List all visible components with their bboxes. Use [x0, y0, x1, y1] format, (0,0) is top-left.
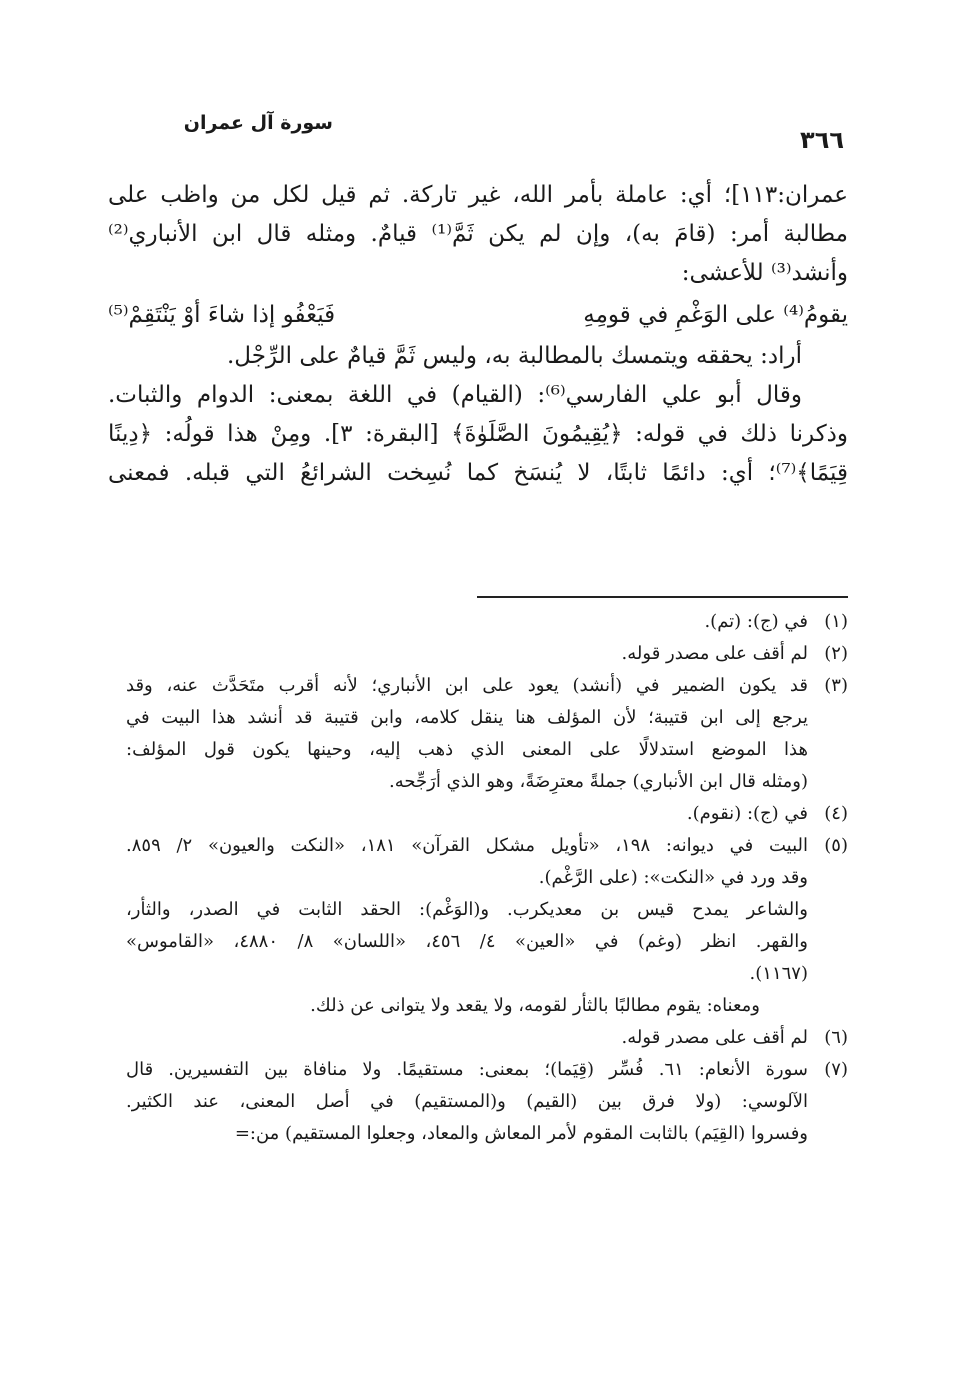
poem-verse [108, 293, 848, 337]
footnote-line: لم أقف على مصدر قوله. [621, 643, 808, 664]
footnote-number: (٥) [824, 835, 848, 856]
footnote-line: الآلوسي: (ولا فرق بين (القيم) و(المستقيم) في أصل المعنى، عند الكثير. [126, 1091, 808, 1112]
footnote-line: يرجع إلى ابن قتيبة؛ لأن المؤلف هنا ينقل كلامه، وابن قتيبة قد أنشد هذا البيت في [126, 707, 808, 728]
footnote-line: والقهر. انظر (وغم) في «العين» ٤/ ٤٥٦، «اللسان» ٨/ ٤٨٨٠، «القاموس» [126, 931, 808, 952]
main-text [108, 176, 848, 493]
footnote-number: (٤) [824, 803, 848, 824]
footnote-number: (٧) [824, 1059, 848, 1080]
footnote [126, 798, 848, 830]
poem-second-hemistich: فَيَعْفُو إذا شاءَ أوْ يَنْتَقِمْ⁽⁵⁾ [108, 302, 336, 328]
text-line: قِيَمًا﴾⁽⁷⁾؛ أي: دائمًا ثابتًا، لا يُنسَخ كما نُسِخت الشرائعُ التي قبله. فمعنى [108, 460, 848, 486]
footnote-line: هذا الموضع استدلالًا على المعنى الذي ذهب إليه، وحينها يكون قول المؤلف: [126, 739, 808, 760]
text-line: أراد: يحققه ويتمسك بالمطالبة به، وليس ثَمَّ قيامٌ على الرِّجْل. [226, 343, 802, 369]
footnote-separator [477, 596, 848, 598]
footnote-line: والشاعر يمدح قيس بن معديكرب. و(الوَغْم): الحقد الثابت في الصدر، والثأر، [126, 899, 808, 920]
footnote-line: لم أقف على مصدر قوله. [621, 1027, 808, 1048]
poem-first-hemistich: يقومُ⁽⁴⁾ على الوَغْمِ في قومِهِ [583, 302, 848, 328]
footnote-line: في (ج): (تم). [704, 611, 808, 632]
footnote-line: قد يكون الضمير في (أنشد) يعود على ابن الأنباري؛ لأنه أقرب متَحَدَّث عنه، وقد [126, 675, 808, 696]
footnote [126, 1054, 848, 1150]
footnote-number: (٢) [824, 643, 848, 664]
footnote-line: (ومثله قال ابن الأنباري) جملةً معترِضَةً، وهو الذي أرَجِّحه. [389, 771, 808, 792]
footnote [126, 1022, 848, 1054]
footnote-number: (٦) [824, 1027, 848, 1048]
footnote-line: وقد ورد في «النكت»: (على الرَّغْم). [538, 867, 808, 888]
footnote [126, 670, 848, 798]
footnote [126, 830, 848, 1022]
footnote-number: (٣) [824, 675, 848, 696]
footnote-number: (١) [824, 611, 848, 632]
page-number: ٣٦٦ [800, 126, 844, 154]
text-line: مطالبة أمر: (قامَ به)، وإن لم يكن ثَمَّ⁽¹⁾ قيامٌ. ومثله قال ابن الأنباري⁽²⁾ [108, 221, 848, 247]
text-line: وذكرنا ذلك في قوله: ﴿يُقِيمُونَ الصَّلَوٰةَ﴾ [البقرة: ٣]. ومِنْ هذا قولُه: ﴿دِينًا [108, 421, 848, 447]
text-line: وأنشد⁽³⁾ للأعشى: [681, 260, 848, 286]
footnote-line: وفسروا (القِيَم) بالثابت المقوم لأمر المعاش والمعاد، وجعلوا المستقيم) من:= [234, 1123, 808, 1144]
footnote-line: سورة الأنعام: ٦١. فُسِّر (قِيَما)؛ بمعنى: مستقيمًا. ولا منافاة بين التفسيرين. قال [126, 1059, 808, 1080]
text-line: عمران:١١٣]؛ أي: عاملة بأمر الله، غير تاركة. ثم قيل لكل من واظب على [108, 182, 848, 208]
footnotes [126, 606, 848, 1150]
footnote-line: ومعناه: يقوم مطالبًا بالثأر لقومه، ولا يقعد ولا يتوانى عن ذلك. [310, 995, 760, 1016]
footnote-line: (١١٦٧). [749, 963, 808, 984]
text-line: وقال أبو علي الفارسي⁽⁶⁾: (القيام) في اللغة بمعنى: الدوام والثبات. [108, 382, 802, 408]
footnote-line: في (ج): (نقوم). [686, 803, 808, 824]
footnote [126, 638, 848, 670]
running-header-title: سورة آل عمران [183, 112, 333, 134]
footnote [126, 606, 848, 638]
footnote-line: البيت في ديوانه: ١٩٨، «تأويل مشكل القرآن» ١٨١، «النكت والعيون» ٢/ ٨٥٩. [126, 835, 808, 856]
